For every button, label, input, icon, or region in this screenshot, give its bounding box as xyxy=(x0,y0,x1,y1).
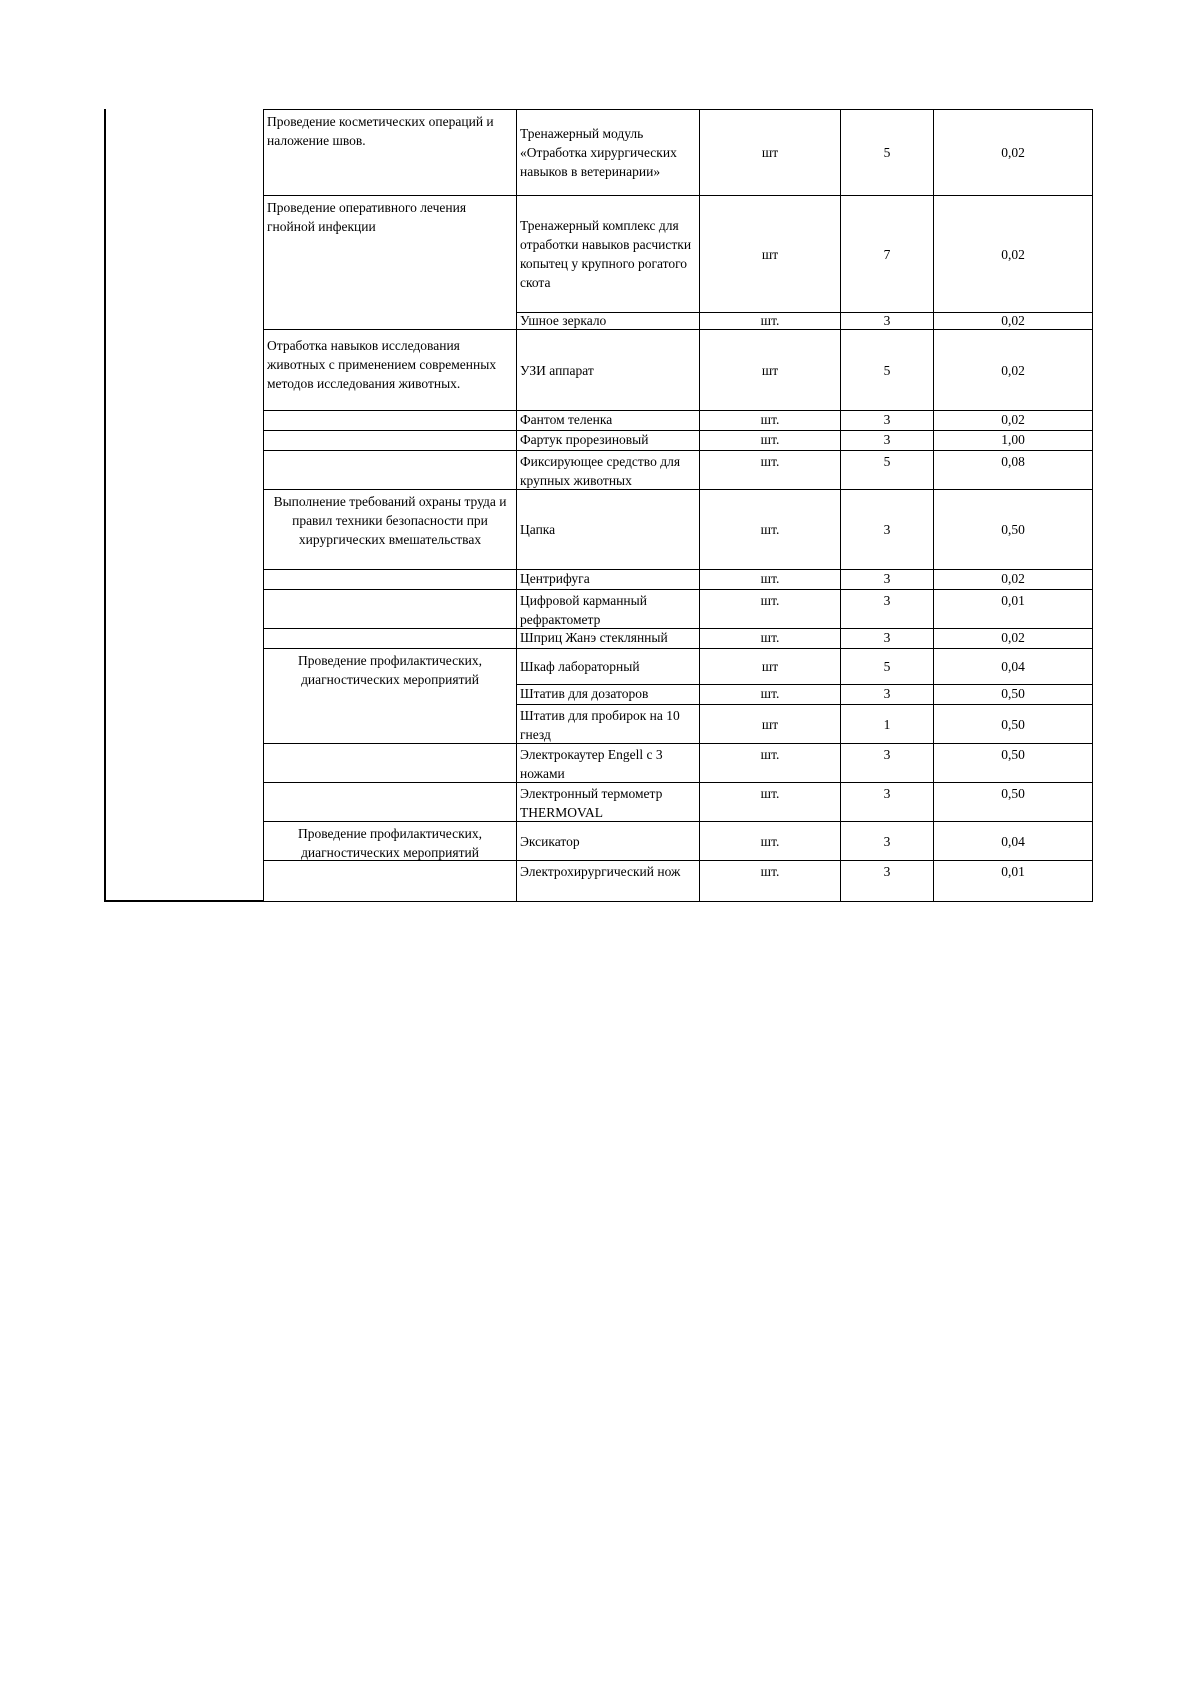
quantity-cell xyxy=(840,589,934,629)
quantity-text: 5 xyxy=(883,145,891,160)
equipment-name: Электрохирургический нож xyxy=(520,864,681,879)
unit-text: шт. xyxy=(760,432,780,447)
equipment-name-cell xyxy=(516,628,700,649)
description-cell xyxy=(263,109,517,196)
equipment-name: Штатив для пробирок на 10 гнезд xyxy=(520,708,680,742)
quantity-cell xyxy=(840,410,934,431)
equipment-name-cell xyxy=(516,410,700,431)
unit-cell xyxy=(699,450,841,490)
value-text: 0,02 xyxy=(1001,145,1025,160)
equipment-name-cell xyxy=(516,109,700,196)
quantity-cell xyxy=(840,109,934,196)
quantity-cell xyxy=(840,195,934,313)
value-cell xyxy=(933,628,1093,649)
description-text: Проведение профилактических, диагностических мероприятий xyxy=(298,826,482,860)
quantity-cell xyxy=(840,648,934,685)
quantity-cell xyxy=(840,329,934,411)
description-cell xyxy=(263,782,517,822)
value-cell xyxy=(933,648,1093,685)
description-cell xyxy=(263,628,517,649)
unit-text: шт. xyxy=(760,833,780,849)
quantity-cell xyxy=(840,489,934,570)
value-cell xyxy=(933,589,1093,629)
unit-text: шт xyxy=(761,246,779,262)
value-text: 0,02 xyxy=(1001,313,1025,328)
quantity-cell xyxy=(840,704,934,744)
equipment-name: Фартук прорезиновый xyxy=(520,432,649,447)
value-text: 0,04 xyxy=(1001,659,1025,674)
unit-text: шт. xyxy=(760,786,780,801)
quantity-cell xyxy=(840,684,934,705)
equipment-name-cell xyxy=(516,704,700,744)
equipment-name-cell xyxy=(516,329,700,411)
unit-cell xyxy=(699,743,841,783)
unit-cell xyxy=(699,569,841,590)
unit-text: шт. xyxy=(760,522,780,537)
value-cell xyxy=(933,489,1093,570)
value-cell xyxy=(933,312,1093,330)
value-text: 0,50 xyxy=(1001,786,1025,801)
description-text: Проведение косметических операций и наложение швов. xyxy=(267,114,494,148)
quantity-text: 3 xyxy=(883,786,891,801)
value-text: 0,02 xyxy=(1001,571,1025,586)
quantity-cell xyxy=(840,782,934,822)
description-text: Отработка навыков исследования животных с применением современных методов исследования животных. xyxy=(267,338,497,391)
unit-cell xyxy=(699,109,841,196)
unit-cell xyxy=(699,329,841,411)
unit-cell xyxy=(699,430,841,451)
unit-cell xyxy=(699,704,841,744)
equipment-name-cell xyxy=(516,589,700,629)
value-cell xyxy=(933,450,1093,490)
equipment-name-cell xyxy=(516,312,700,330)
quantity-text: 3 xyxy=(883,747,891,762)
unit-text: шт. xyxy=(760,686,780,701)
equipment-name-cell xyxy=(516,569,700,590)
equipment-name: Ушное зеркало xyxy=(520,313,607,328)
equipment-name: Электрокаутер Engell с 3 ножами xyxy=(520,747,663,781)
description-text: Проведение оперативного лечения гнойной инфекции xyxy=(267,200,467,234)
value-text: 0,50 xyxy=(1001,716,1025,732)
value-cell xyxy=(933,410,1093,431)
value-cell xyxy=(933,329,1093,411)
value-cell xyxy=(933,195,1093,313)
value-cell xyxy=(933,704,1093,744)
equipment-name: Фантом теленка xyxy=(520,412,613,427)
quantity-text: 5 xyxy=(883,659,891,674)
quantity-cell xyxy=(840,860,934,902)
value-text: 0,08 xyxy=(1001,454,1025,469)
value-text: 0,02 xyxy=(1001,246,1025,262)
description-cell xyxy=(263,860,517,902)
unit-text: шт. xyxy=(760,454,780,469)
unit-text: шт. xyxy=(760,630,780,645)
unit-cell xyxy=(699,628,841,649)
unit-cell xyxy=(699,821,841,861)
equipment-name-cell xyxy=(516,782,700,822)
equipment-name: Электронный термометр THERMOVAL xyxy=(520,786,663,820)
equipment-name-cell xyxy=(516,195,700,313)
value-text: 0,04 xyxy=(1001,833,1025,849)
unit-text: шт. xyxy=(760,864,780,879)
quantity-text: 3 xyxy=(883,833,891,849)
quantity-text: 7 xyxy=(883,246,891,262)
equipment-name: Эксикатор xyxy=(520,833,580,849)
equipment-name-cell xyxy=(516,648,700,685)
description-cell xyxy=(263,410,517,431)
description-cell xyxy=(263,743,517,783)
unit-text: шт. xyxy=(760,412,780,427)
bottom-frame-border xyxy=(104,900,264,902)
unit-text: шт. xyxy=(760,313,780,328)
equipment-name: Шприц Жанэ стеклянный xyxy=(520,630,668,645)
value-cell xyxy=(933,743,1093,783)
quantity-text: 3 xyxy=(883,686,891,701)
quantity-cell xyxy=(840,821,934,861)
equipment-name-cell xyxy=(516,743,700,783)
value-text: 0,02 xyxy=(1001,412,1025,427)
equipment-name: Цифровой карманный рефрактометр xyxy=(520,593,647,627)
value-cell xyxy=(933,782,1093,822)
description-cell xyxy=(263,489,517,570)
description-cell xyxy=(263,195,517,330)
unit-text: шт. xyxy=(760,593,780,608)
unit-text: шт. xyxy=(760,571,780,586)
value-text: 0,50 xyxy=(1001,747,1025,762)
quantity-cell xyxy=(840,628,934,649)
value-cell xyxy=(933,430,1093,451)
equipment-name: Центрифуга xyxy=(520,571,590,586)
unit-text: шт xyxy=(761,716,779,732)
quantity-cell xyxy=(840,450,934,490)
description-cell xyxy=(263,450,517,490)
value-cell xyxy=(933,684,1093,705)
unit-cell xyxy=(699,860,841,902)
value-cell xyxy=(933,109,1093,196)
quantity-text: 5 xyxy=(883,454,891,469)
value-cell xyxy=(933,860,1093,902)
quantity-text: 3 xyxy=(883,864,891,879)
value-cell xyxy=(933,821,1093,861)
description-cell xyxy=(263,569,517,590)
quantity-text: 3 xyxy=(883,522,891,537)
equipment-name-cell xyxy=(516,860,700,902)
value-text: 0,50 xyxy=(1001,522,1025,537)
description-cell xyxy=(263,648,517,744)
quantity-text: 5 xyxy=(883,362,891,378)
value-text: 0,01 xyxy=(1001,593,1025,608)
quantity-text: 3 xyxy=(883,432,891,447)
unit-cell xyxy=(699,410,841,431)
equipment-name-cell xyxy=(516,489,700,570)
equipment-name: Фиксирующее средство для крупных животных xyxy=(520,454,681,488)
unit-cell xyxy=(699,589,841,629)
value-text: 0,50 xyxy=(1001,686,1025,701)
left-frame-border xyxy=(104,109,106,902)
equipment-name-cell xyxy=(516,450,700,490)
value-text: 0,01 xyxy=(1001,864,1025,879)
unit-cell xyxy=(699,489,841,570)
description-cell xyxy=(263,589,517,629)
unit-text: шт xyxy=(761,659,779,674)
value-text: 0,02 xyxy=(1001,630,1025,645)
description-cell xyxy=(263,821,517,861)
description-text: Проведение профилактических, диагностических мероприятий xyxy=(298,653,482,687)
value-cell xyxy=(933,569,1093,590)
quantity-cell xyxy=(840,569,934,590)
unit-cell xyxy=(699,312,841,330)
value-text: 0,02 xyxy=(1001,362,1025,378)
equipment-name: Шкаф лабораторный xyxy=(520,659,640,674)
unit-text: шт xyxy=(761,362,779,378)
value-text: 1,00 xyxy=(1001,432,1025,447)
equipment-name: Тренажерный модуль «Отработка хирургических навыков в ветеринарии» xyxy=(520,126,677,179)
quantity-cell xyxy=(840,743,934,783)
quantity-text: 3 xyxy=(883,593,891,608)
equipment-name: Штатив для дозаторов xyxy=(520,686,649,701)
equipment-name: УЗИ аппарат xyxy=(520,362,594,378)
unit-text: шт. xyxy=(760,747,780,762)
equipment-name-cell xyxy=(516,821,700,861)
quantity-text: 3 xyxy=(883,412,891,427)
description-cell xyxy=(263,430,517,451)
unit-cell xyxy=(699,684,841,705)
unit-cell xyxy=(699,195,841,313)
quantity-cell xyxy=(840,430,934,451)
quantity-cell xyxy=(840,312,934,330)
quantity-text: 3 xyxy=(883,630,891,645)
equipment-name-cell xyxy=(516,684,700,705)
quantity-text: 3 xyxy=(883,571,891,586)
equipment-name-cell xyxy=(516,430,700,451)
equipment-name: Цапка xyxy=(520,522,556,537)
unit-cell xyxy=(699,648,841,685)
unit-text: шт xyxy=(761,145,779,160)
description-text: Выполнение требований охраны труда и правил техники безопасности при хирургических вмешательствах xyxy=(273,494,507,547)
quantity-text: 3 xyxy=(883,313,891,328)
quantity-text: 1 xyxy=(883,716,891,732)
unit-cell xyxy=(699,782,841,822)
description-cell xyxy=(263,329,517,411)
equipment-name: Тренажерный комплекс для отработки навыков расчистки копытец у крупного рогатого скота xyxy=(520,218,692,290)
